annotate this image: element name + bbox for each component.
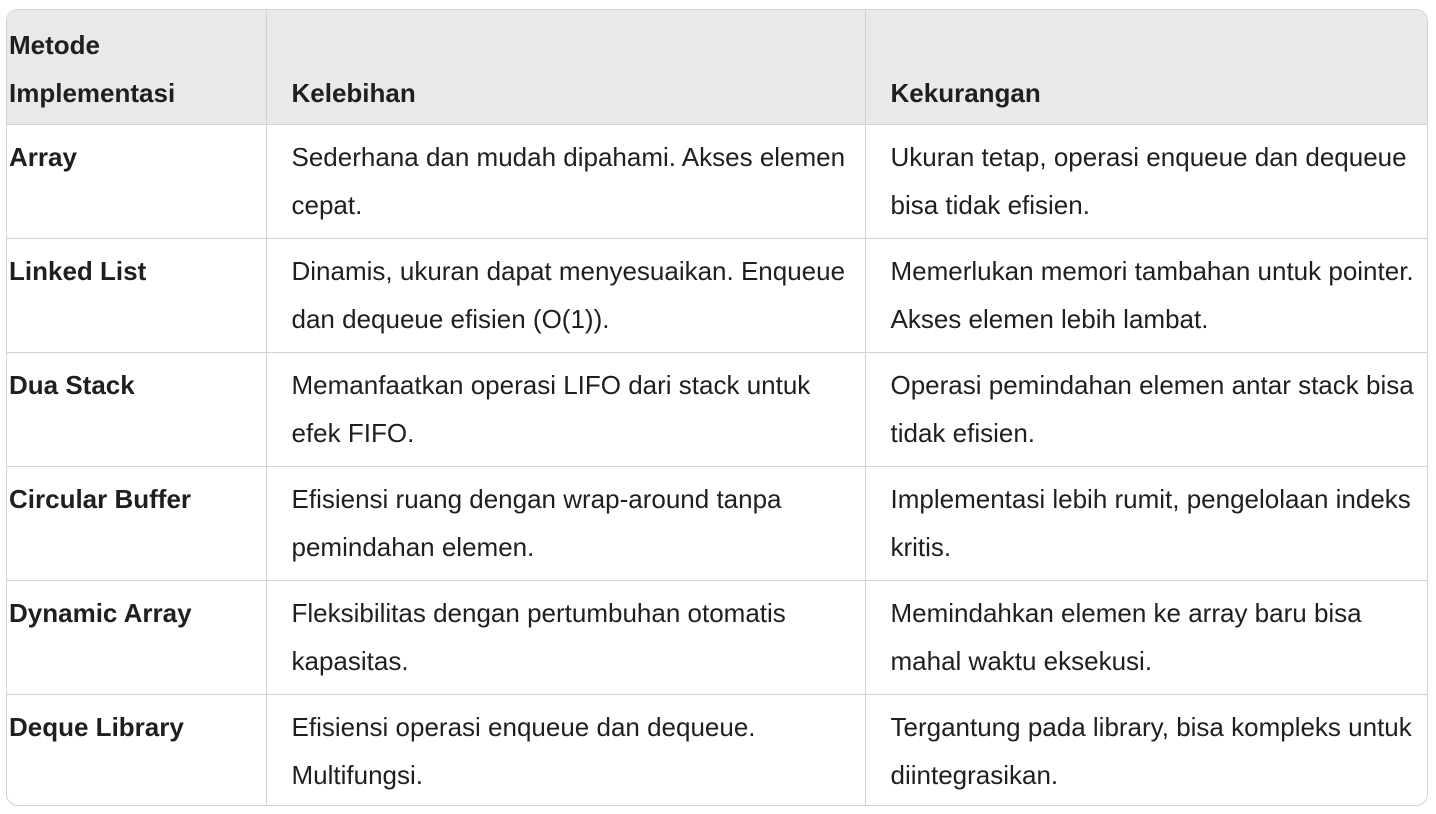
header-pros: Kelebihan [266,10,865,124]
cons-cell [865,124,1427,238]
cons-text: Tergantung pada library, bisa kompleks untuk diintegrasikan. [890,711,1412,790]
table-row [7,352,1427,466]
pros-text: Sederhana dan mudah dipahami. Akses elemen cepat. [291,141,846,220]
table-row [7,238,1427,352]
method-name: Deque Library [9,711,184,742]
comparison-table-container [6,9,1428,806]
pros-text: Dinamis, ukuran dapat menyesuaikan. Enqueue dan dequeue efisien (O(1)). [291,255,846,334]
cons-text: Memerlukan memori tambahan untuk pointer. Akses elemen lebih lambat. [890,255,1414,334]
cons-cell [865,694,1427,806]
cons-text: Memindahkan elemen ke array baru bisa mahal waktu eksekusi. [890,597,1362,676]
table-row [7,124,1427,238]
pros-cell [266,466,865,580]
pros-cell [266,352,865,466]
pros-text: Efisiensi operasi enqueue dan dequeue. Multifungsi. [291,711,756,790]
pros-text: Efisiensi ruang dengan wrap-around tanpa pemindahan elemen. [291,483,782,562]
cons-cell [865,352,1427,466]
cons-cell [865,238,1427,352]
pros-text: Fleksibilitas dengan pertumbuhan otomatis kapasitas. [291,597,786,676]
method-cell [7,352,266,466]
cons-cell [865,580,1427,694]
method-name: Linked List [9,255,147,286]
cons-text: Ukuran tetap, operasi enqueue dan dequeue bisa tidak efisien. [890,141,1407,220]
comparison-table [7,10,1427,806]
method-cell [7,580,266,694]
header-row [7,10,1427,124]
pros-cell [266,124,865,238]
method-cell [7,124,266,238]
method-name: Dua Stack [9,369,135,400]
method-cell [7,466,266,580]
method-name: Array [9,141,77,172]
method-cell [7,694,266,806]
header-cons: Kekurangan [865,10,1427,124]
pros-cell [266,238,865,352]
pros-text: Memanfaatkan operasi LIFO dari stack untuk efek FIFO. [291,369,811,448]
table-row [7,580,1427,694]
cons-cell [865,466,1427,580]
table-row [7,466,1427,580]
cons-text: Implementasi lebih rumit, pengelolaan indeks kritis. [890,483,1411,562]
header-method: Metode Implementasi [7,10,266,124]
table-header [7,10,1427,124]
method-name: Dynamic Array [9,597,192,628]
cons-text: Operasi pemindahan elemen antar stack bisa tidak efisien. [890,369,1414,448]
table-row [7,694,1427,806]
pros-cell [266,694,865,806]
pros-cell [266,580,865,694]
table-body [7,124,1427,806]
method-name: Circular Buffer [9,483,192,514]
method-cell [7,238,266,352]
